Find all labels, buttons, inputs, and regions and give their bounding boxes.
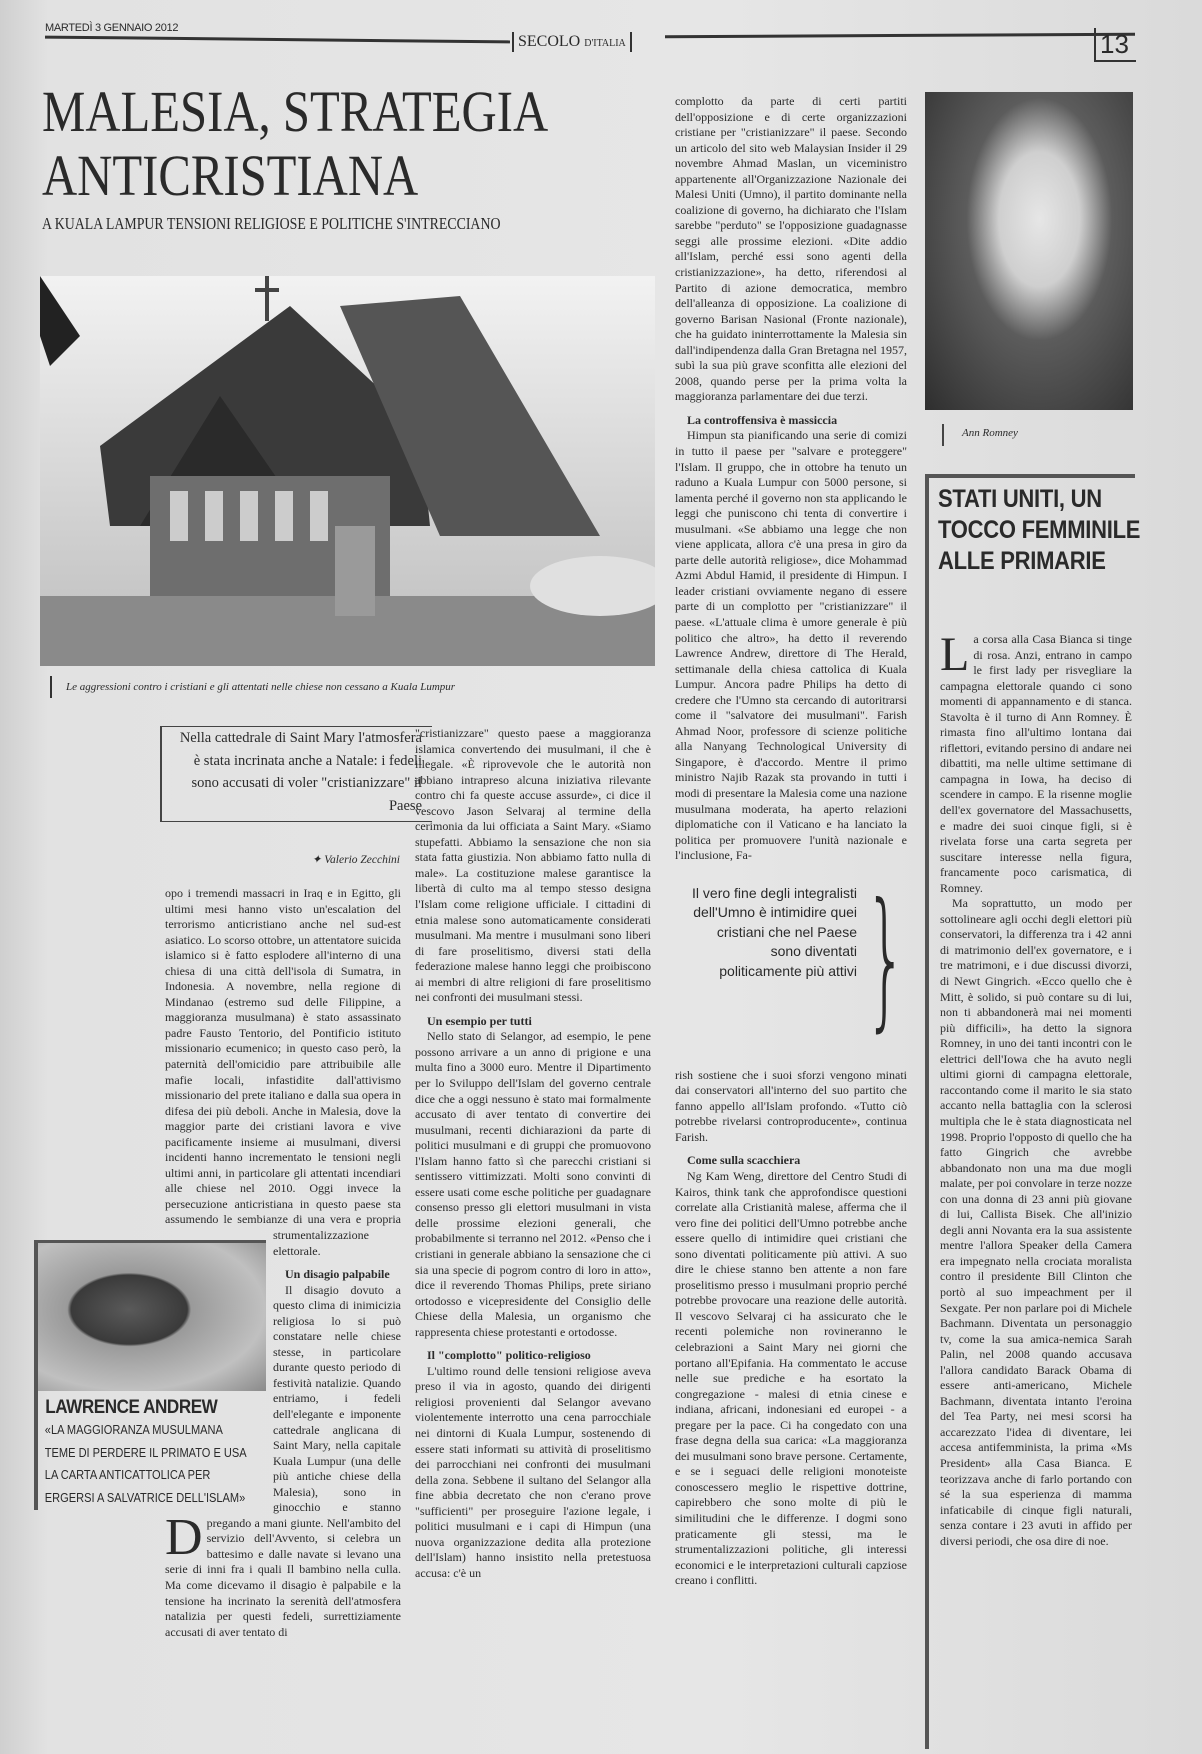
article-column-2 <box>415 726 651 1746</box>
article-column-3 <box>675 94 907 1746</box>
pull-quote-text: Il vero fine degli integralisti dell'Umno è intimidire quei cristiani che nel Paese sono diventati politicamente più attivi <box>692 884 857 979</box>
paragraph: complotto da parte di certi partiti dell'opposizione e di certe organizzazioni cristiane per "cristianizzare" il paese. Secondo un articolo del sito web Malaysian Insider il 29 novembre Ahmad Maslan, un viceministro appartenente all'Organizzazione Nazionale dei Malesi Uniti (Umno), il partito dominante nella coalizione di governo, ha dichiarato che l'Islam sarebbe "perduto" se l'opposizione guadagnasse seggi alle prossime elezioni. «Dite addio all'Islam, perché essi sono agenti della cristianizzazione», ha detto, riferendosi al Partito di azione democratica, membro dell'alleanza di opposizione. La coalizione di governo Barisan Nasional (Fronte nazionale), che ha guidato ininterrottamente la Malesia sin dall'indipendenza dalla Gran Bretagna nel 1957, subì la sua più grave sconfitta alle elezioni del 2008, quando perse per la prima volta la maggioranza parlamentare dei due terzi. <box>675 94 907 404</box>
article-subtitle: A KUALA LAMPUR TENSIONI RELIGIOSE E POLITICHE S'INTRECCIANO <box>42 214 501 233</box>
section-subhead: Come sulla scacchiera <box>687 1153 801 1168</box>
drop-cap: L <box>940 632 970 681</box>
section-subhead: Un esempio per tutti <box>427 1013 532 1028</box>
page-number: 13 <box>1094 28 1136 62</box>
section-subhead: Un disagio palpabile <box>285 1267 390 1282</box>
paragraph: Ma soprattutto, un modo per sottolineare agli occhi degli elettori più conservatori, la differenza tra i 42 anni di matrimonio dell'ex governatore, e i tre matrimoni, e i due discussi divorzi, di Newt Gingrich. «Ecco quello che è Mitt, è solido, si può contare su di lui, non ti abbandonerà mai nei momenti più difficili», ha detto la signora Romney, in uno dei tanti incontri con le elettrici dell'Iowa che ha avuto negli ultimi giorni di campagna elettorale, raccontando come il marito le sia stato accanto nella battaglia con la sclerosi multipla che le è stata diagnosticata nel 1998. Proprio l'opposto di quello che ha fatto Gingrich che avrebbe abbandonato non una ma due mogli malate, per poi convolare in terze nozze con una donna di 23 anni più giovane di lui, Callista Bisek. Che all'inizio degli anni Novanta era la sua assistente mentre l'allora Speaker della Camera era impegnato nella crociata moralista contro il presidente Bill Clinton che portò al suo impeachment per il Sexgate. Per non parlare poi di Michele Bachmann. Diventata un personaggio tv, come la sua amica-nemica Sarah Palin, nel 2008 quando accusava l'allora candidato Barack Obama di essere anti-americano, Michele Bachmann, diventata intanto l'eroina del Tea Party, nei mesi scorsi ha accarezzato l'idea di diventare, lei accesa antifemminista, la prima «Ms President» alla Casa Bianca. E teorizzava anche di farlo portando con sé la sua esperienza di mamma infaticabile di cinque figli naturali, senza contare i 23 avuti in affido per diversi periodi, che osa dire di noe. <box>940 896 1132 1548</box>
brace-icon: } <box>864 871 907 1046</box>
masthead <box>512 32 632 52</box>
paragraph: rish sostiene che i suoi sforzi vengono minati dai conservatori all'interno del suo partito che fanno appello all'Islam profondo. «Tutto ciò potrebbe rivelarsi controproducente», continua Farish. <box>675 1067 907 1144</box>
paragraph: "cristianizzare" questo paese a maggioranza islamica convertendo dei musulmani, il che è illegale. «È riprovevole che le autorità non abbiano intrapreso alcuna iniziativa rilevante contro chi fa queste accuse assurde», ci dice il vescovo Jason Selvaraj al termine della cerimonia da lui officiata a Saint Mary. «Siamo stupefatti. Abbiamo la sensazione che non sia stata fatta giustizia. Non abbiamo fatto nulla di male». La costituzione malese garantisce la libertà di culto ma al tempo stesso designa l'Islam come religione ufficiale. I cittadini di etnia malese sono automaticamente considerati musulmani. Ma mentre i musulmani sono liberi di fare proselitismo, diversi stati della federazione malese hanno leggi che proibiscono ai membri di altre religioni di fare proselitismo nei confronti dei musulmani stessi. <box>415 726 651 1005</box>
sidebar-text <box>940 632 1132 1746</box>
headline-line-2: ANTICRISTIANA <box>42 143 419 208</box>
paragraph: Ng Kam Weng, direttore del Centro Studi di Kairos, think tank che approfondisce questioni correlate alla Cristianità malese, afferma che il vero fine dei politici dell'Umno potrebbe anche essere quello di intimidire quei cristiani che sono diventati politicamente più attivi. A suo dire le chiese stanno ben attente a non fare proselitismo presso i musulmani proprio perché potrebbe provocare una reazione delle autorità. Il vescovo Selvaraj ci ha assicurato che le recenti polemiche non rovineranno le celebrazioni a Saint Mary nei giorni che portano all'Epifania. Ha commentato le accuse nelle sue prediche e ha esortato la congregazione - malesi di etnia cinese e indiana, africani, indonesiani ed europei - a pregare per la pace. Ci ha congedato con una frase degna della sua carica: «La maggioranza dei musulmani sono brave persone. Certamente, e se i seguaci delle religioni monoteiste conoscessero meglio le rispettive dottrine, capirebbero che sono molte di più le similitudini che le differenze. I dogmi sono praticamente gli stessi, ma le strumentalizzazioni politiche, gli interessi economici e le interpretazioni culturali capziose creano i conflitti. <box>675 1168 907 1588</box>
church-photo <box>40 276 655 666</box>
article-headline <box>42 80 548 208</box>
standfirst: Nella cattedrale di Saint Mary l'atmosfera è stata incrinata anche a Natale: i fedeli sono accusati di voler "cristianizzare" il Paese <box>160 726 432 822</box>
pull-quote <box>675 870 907 1062</box>
masthead-suffix: D'ITALIA <box>584 38 626 49</box>
headline-line-1: MALESIA, STRATEGIA <box>42 79 549 144</box>
section-subhead: La controffensiva è massiccia <box>687 412 838 427</box>
sidebar-title: STATI UNITI, UN TOCCO FEMMINILE ALLE PRIMARIE <box>938 485 1141 575</box>
lawrence-andrew-photo <box>38 1243 266 1391</box>
photo-caption: Le aggressioni contro i cristiani e gli attentati nelle chiese non cessano a Kuala Lumpur <box>50 676 455 698</box>
paragraph: opo i tremendi massacri in Iraq e in Egitto, gli ultimi mesi hanno visto un'escalation del terrorismo anticristiano anche nel sud-est asiatico. Lo scorso ottobre, un attentatore suicida islamico si è fatto esplodere all'interno di una chiesa di una città dell'isola di Sumatra, in Indonesia. A novembre, nella regione di Mindanao (estremo sud delle Filippine, a maggioranza musulmana) è stato assassinato padre Fausto Tentorio, del Pontificio istituto missionario ecumenico; in questo caso però, la paternità dell'omicidio pare attribuibile alle mafie locali, infastidite dall'attivismo missionario del prete italiano e dalla sua opera in difesa dei più deboli. Anche in Malesia, dove la maggior parte dei cristiani lavora e vive pacificamente insieme ai musulmani, diversi incidenti hanno incrementato le tensioni negli ultimi anni, in particolare gli attentati incendiari alle chiese nel 2010. Oggi invece la persecuzione anticristiana in questo paese sta assumendo le sembianze di una vera e propria strumentalizzazione elettorale. <box>165 886 401 1258</box>
byline: ✦ Valerio Zecchini <box>311 854 400 866</box>
issue-date: MARTEDÌ 3 GENNAIO 2012 <box>45 22 179 34</box>
header-rule-left <box>45 36 510 44</box>
author-name: Valerio Zecchini <box>324 854 400 866</box>
paragraph: L'ultimo round delle tensioni religiose aveva preso il via in agosto, quando dei dirigenti religiosi provenienti dal Selangor avevano violentemente interrotto una cena parrocchiale nei dintorni di Kuala Lumpur, sostenendo di essere stati informati su attività di proselitismo dei parrocchiani nei confronti dei musulmani della zona. Sebbene il sultano del Selangor alla fine abbia decretato che non c'erano prove "sufficienti" per proseguire l'azione legale, i politici musulmani e i capi di Himpun (una nuova organizzazione dedita alla protezione dell'Islam) hanno insistito nella pretestuosa accusa: c'è un <box>415 1363 651 1580</box>
paragraph: Il disagio dovuto a questo clima di inimicizia religiosa lo si può constatare nelle chiese stesse, in particolare durante questo periodo di festività natalizie. Quando entriamo, i fedeli dell'elegante e imponente cattedrale anglicana di Saint Mary, nella capitale Kuala Lumpur (una delle più antiche chiese della Malesia), sono in ginocchio e stanno pregando a mani giunte. Nell'ambito del servizio dell'Avvento, si celebra un battesimo e dalle navate si levano una serie di inni fra i quali Il bambino nella culla. Ma come dicevamo il disagio è palpabile e la tensione ha incrinato la serenità dell'atmosfera natalizia per questi fedeli, surrettiziamente accusati di aver tentato di <box>165 1282 401 1639</box>
drop-cap: D <box>165 1509 203 1566</box>
paragraph: Himpun sta pianificando una serie di comizi in tutto il paese per "salvare e proteggere" l'Islam. Il gruppo, che in ottobre ha tenuto un raduno a Kuala Lumpur con 5000 persone, si lamenta perché il governo non sta applicando le leggi che puniscono chi tenta di convertire i musulmani. «Se abbiamo una legge che non viene applicata, allora c'è una presa in giro da parte delle autorità religiose», dice Mohammad Azmi Abdul Hamid, il presidente di Himpun. I leader cristiani ovviamente negano di essere parte di un complotto per "cristianizzare" il paese. «L'attuale clima è umore generale è più politico che altro», ha detto il reverendo Lawrence Andrew, direttore di The Herald, settimanale della chiesa cattolica di Kuala Lumpur. Ancora padre Philips ha detto di credere che l'Umno sta cercando di autoritrarsi come il "salvatore dei musulmani". Farish Ahmad Noor, professore di scienze politiche alla Nanyang Technological University di Singapore, è d'accordo. Mentre il primo ministro Najib Razak sta provando in tutti i modi di presentare la Malesia come una nazione musulmana moderata, ha aperto relazioni diplomatiche con il Vaticano e ha lanciato la politica per promuovere l'unità nazionale e l'inclusione, Fa- <box>675 428 907 863</box>
header-rule-right <box>665 33 1135 38</box>
lawrence-andrew-quote: «LA MAGGIORANZA MUSULMANA TEME DI PERDERE IL PRIMATO E USA LA CARTA ANTICATTOLICA PER ERGERSI A SALVATRICE DELL'ISLAM» <box>44 1422 246 1505</box>
paragraph: a corsa alla Casa Bianca si tinge di rosa. Anzi, entrano in campo le first lady per risvegliare la campagna elettorale quando ci sono momenti di appannamento e di stanca. Stavolta è il turno di Ann Romney. È rimasta fino all'ultimo lontana dai riflettori, evitando persino di andare nei dibattiti, ma nelle ultime settimane di campagna in Iowa, ha deciso di scendere in campo. E la risenne moglie dell'ex governatore del Massachusetts, e madre dei suoi cinque figli, si è rivelata forse una carta segreta per suscitare interesse nella figura, francamente poco carismatica, di Romney. <box>940 632 1132 895</box>
section-subhead: Il "complotto" politico-religioso <box>427 1348 591 1363</box>
lawrence-andrew-name: LAWRENCE ANDREW <box>45 1397 218 1418</box>
ann-romney-caption: Ann Romney <box>942 424 1018 446</box>
paragraph: Nello stato di Selangor, ad esempio, le pene possono arrivare a un anno di prigione e una multa fino a 3000 euro. Mentre il Dipartimento per lo Sviluppo dell'Islam del governo centrale dice che a oggi nessuno è stato mai formalmente accusato di aver tentato di convertire dei musulmani, recenti dichiarazioni da parte di politici musulmani e di gruppi che promuovono l'Islam hanno fatto sì che parecchi cristiani si sentissero vittimizzati. Molti sono convinti di essere usati come esche politiche per guadagnare consenso presso gli elettori musulmani in vista delle prossime elezioni generali, che probabilmente si terranno nel 2012. «Penso che i cristiani in generale abbiano la sensazione che ci sia una specie di pogrom contro di loro in atto», dice il reverendo Thomas Philips, prete siriano ortodosso e vicepresidente del Consiglio delle Chiese della Malesia, un organismo che rappresenta chiese protestanti e ortodosse. <box>415 1029 651 1339</box>
masthead-name: SECOLO <box>518 33 581 50</box>
lawrence-andrew-box <box>34 1240 266 1510</box>
ann-romney-photo <box>925 92 1133 410</box>
